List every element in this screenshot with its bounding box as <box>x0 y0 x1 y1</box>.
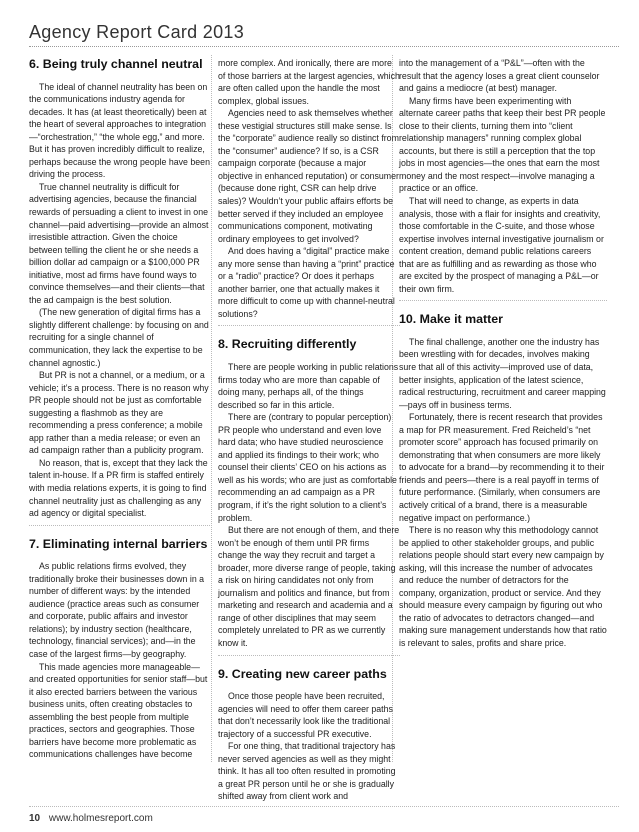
column-divider-1 <box>211 55 212 762</box>
section-6-paragraph: But PR is not a channel, or a medium, or a vehicle; it’s a process. There is no reason why PR people should not be just as comfortable suggesting a flashmob as they are recommending a press conference; a mobile app rather than a media release; or even an ad campaign rather than a publicity program. <box>29 370 209 456</box>
section-9-paragraph: into the management of a “P&L”—often with the result that the agency loses a great client counselor and gains a mediocre (at best) manager. <box>399 58 600 94</box>
section-10-paragraph: The final challenge, another one the industry has been wrestling with for decades, involves making sure that all of this activity—improved use of data, better insights, application of the latest science, radical restructuring, recruitment and career mapping—pays off in business terms. <box>399 336 606 410</box>
section-7-paragraph: As public relations firms evolved, they traditionally broke their businesses down in a number of different ways: by the intended audience (practice areas such as consumer and corporate, public affairs and investor relations); by industry section (healthcare, technology, financial services); and—in the case of the largest firms—by geography. <box>29 561 205 659</box>
section-7-paragraph: Agencies need to ask themselves whether these vestigial structures still make sense. Is the “corporate” audience really so distinct from the “consumer” audience? If so, is a CSR campaign corporate (because a major objective in enhanced reputation) or consumer (because done right, CSR can help drive sales)? Wouldn’t your public affairs efforts be better served if they included an employee communications component, motivating ordinary employees to get involved? <box>218 108 399 244</box>
section-10-heading: 10. Make it matter <box>399 312 503 327</box>
page-number: 10 <box>29 813 41 824</box>
section-9-paragraph: For one thing, that traditional trajectory has never served agencies as well as they might think. It has all too often resulted in promoting a great PR person until he or she is gradually shifted away from client work and <box>218 741 396 802</box>
section-6-paragraph: True channel neutrality is difficult for advertising agencies, because the financial rewards of persuading a client to invest in one channel—paid advertising—provide an almost irresistible attraction. Given the choice between telling the client he or she needs a billion dollar ad campaign or a $100,000 PR initiative, most ad firms have found ways to convince themselves—and their clients—that the ad campaign is the best solution. <box>29 181 209 305</box>
section-divider <box>218 655 400 656</box>
column-2 <box>218 57 400 803</box>
section-10-paragraph: Fortunately, there is recent research that provides a map for PR measurement. Fred Reicheld’s “net promoter score” approach has focused primarily on demonstrating that when consumers are more likely to advocate for a brand—by recommending it to their friends and peers—there is a real payoff in terms of future performance. (Similarly, when consumers are actively critical of a brand, there is a measurable negative impact on performance.) <box>399 412 605 523</box>
section-10-paragraph: There is no reason why this methodology cannot be applied to other stakeholder groups, and public relations people should start every new campaign by asking, will this increase the number of advocates and reduce the number of detractors for the company, organization, product or service. And they should measure every campaign by figuring out who the ratio of advocates to detractors changed—and making sure management understands how that ratio is relevant to sales, profits and share price. <box>399 525 607 649</box>
section-8-paragraph: There are (contrary to popular perception) PR people who understand and even love hard data; who have studied neuroscience and applied its findings to their work; who counsel their clients’ CEO on his actions as well as his words; who are just as comfortable recommending an ad campaign as a PR program, if it’s the right solution to a client’s problem. <box>218 412 397 523</box>
column-1 <box>29 57 210 761</box>
page-footer <box>29 806 619 824</box>
section-6-paragraph: (The new generation of digital firms has a slightly different challenge: by focusing on and recruiting for a single channel of communication, they lack the expertise to be channel agnostic.) <box>29 307 209 368</box>
section-7-paragraph: And does having a “digital” practice make any more sense than having a “print” practice or a “radio” practice? Or does it perhaps another barrier, one that actually makes it more difficult to come up with channel-neutral solutions? <box>218 246 395 319</box>
section-8-paragraph: But there are not enough of them, and there won’t be enough of them until PR firms change the way they recruit and target a broader, more diverse range of people, taking a risk on hiring candidates not only from journalism and politics and finance, but from marketing and research and academia and a range of other disciplines that may seem completely unrelated to PR as we currently know it. <box>218 525 400 649</box>
section-6-paragraph: The ideal of channel neutrality has been on the communications industry agenda for decades. It has (at least theoretically) been at the heart of several approaches to integration—“orchestration,” “the whole egg,” and more. But it has proven incredibly difficult to realize, perhaps because the wrong people have been driving the process. <box>29 81 210 180</box>
section-divider <box>218 325 400 326</box>
footer-url: www.holmesreport.com <box>48 813 153 824</box>
section-7-heading: 7. Eliminating internal barriers <box>29 536 208 551</box>
section-9-paragraph: That will need to change, as experts in data analysis, those with a flair for insights and creativity, those comfortable in the C-suite, and those whose expertise involves internal investigative journalism or content creation, demand public relations careers that are as fulfilling and as rewarding as those who are excited by the prospect of managing a P&L—or their own firm. <box>399 196 604 294</box>
section-divider <box>399 300 607 301</box>
column-3 <box>399 57 607 650</box>
section-8-paragraph: There are people working in public relations firms today who are more than capable of doing many, perhaps all, of the things described so far in this article. <box>218 361 399 410</box>
section-9-heading: 9. Creating new career paths <box>218 666 387 681</box>
header-divider <box>29 46 619 47</box>
section-6-paragraph: No reason, that is, except that they lack the talent in-house. If a PR firm is staffed entirely with media relations experts, it is going to find channel neutrality just as challenging as any ad agency or digital specialist. <box>29 457 208 519</box>
section-9-paragraph: Once those people have been recruited, agencies will need to offer them career paths that don’t necessarily look like the traditional trajectory of a successful PR executive. <box>218 691 393 739</box>
section-9-paragraph: Many firms have been experimenting with alternate career paths that keep their best PR people close to their clients, turning them into “client relationship managers” running complex global accounts, but there is still a perception that the top jobs in most agencies—the ones that earn the most money and the most respect—involve managing a practice or an office. <box>399 95 606 194</box>
section-7-paragraph: This made agencies more manageable—and created opportunities for senior staff—but it also erected barriers between the various business units, often creating obstacles to assembling the best people from multiple practices, sectors and geographies. Those barriers have become more problematic as communications challenges have become <box>29 661 208 760</box>
section-6-heading: 6. Being truly channel neutral <box>29 57 203 71</box>
section-8-heading: 8. Recruiting differently <box>218 337 357 352</box>
section-7-paragraph: more complex. And ironically, there are more of those barriers at the largest agencies, which are often called upon the handle the most complex, global issues. <box>218 58 400 106</box>
page-header-title: Agency Report Card 2013 <box>29 22 245 42</box>
section-divider <box>29 525 210 526</box>
